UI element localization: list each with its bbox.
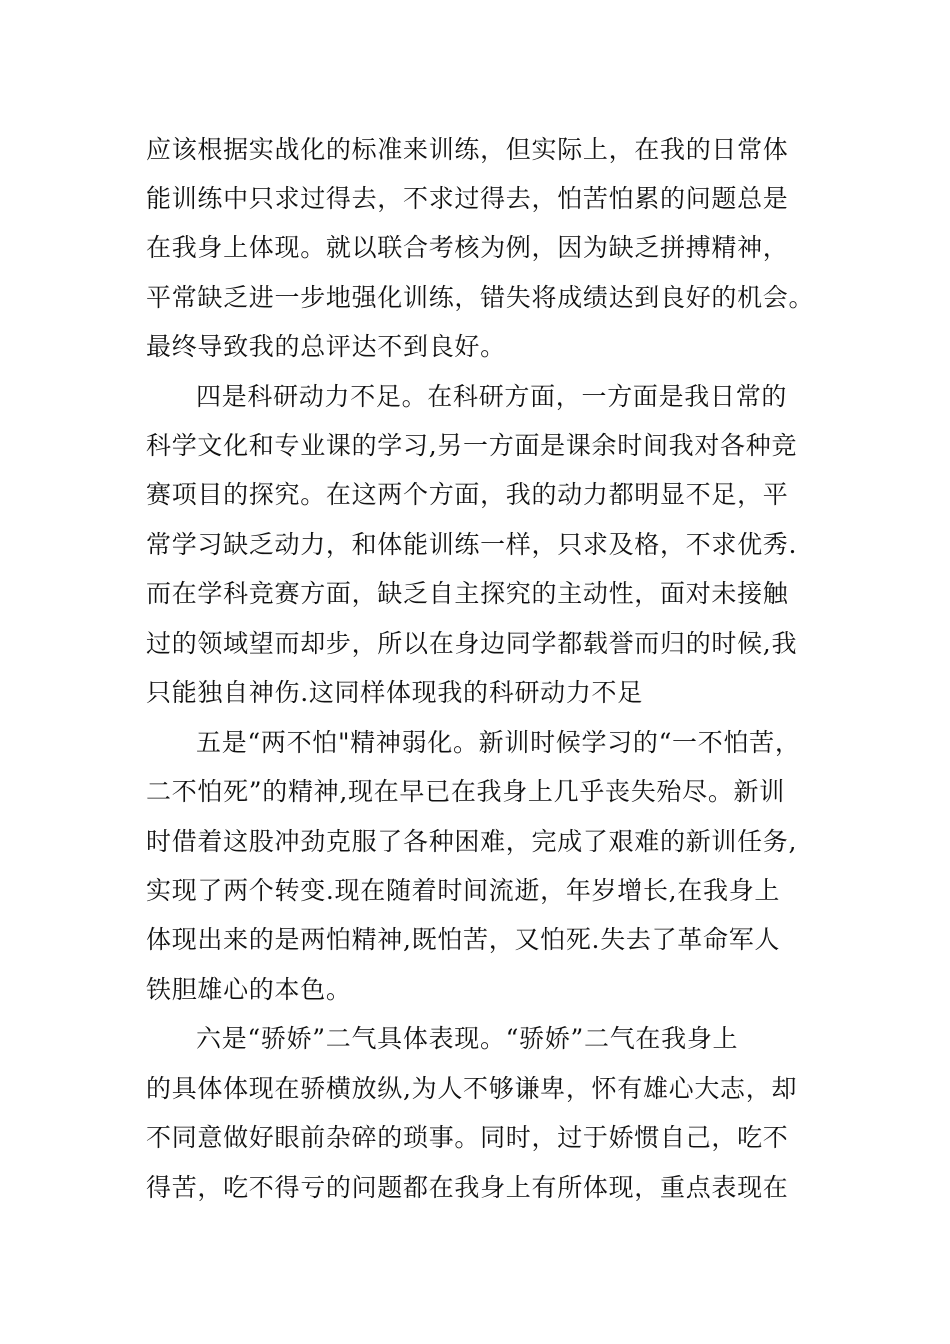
text-line: 得苦，吃不得亏的问题都在我身上有所体现，重点表现在 xyxy=(146,1173,789,1202)
paragraph-first-line: 四是科研动力不足。在科研方面，一方面是我日常的 xyxy=(196,382,788,411)
text-line: 体现出来的是两怕精神,既怕苦，又怕死.失去了革命军人 xyxy=(146,925,781,954)
paragraph-first-line: 六是“骄娇”二气具体表现。“骄娇”二气在我身上 xyxy=(196,1024,739,1053)
text-line: 过的领域望而却步，所以在身边同学都载誉而归的时候,我 xyxy=(146,629,798,658)
text-line: 铁胆雄心的本色。 xyxy=(146,975,352,1004)
paragraph-first-line: 五是“两不怕"精神弱化。新训时候学习的“一不怕苦， xyxy=(196,728,801,757)
text-line: 最终导致我的总评达不到良好。 xyxy=(146,332,506,361)
text-line: 而在学科竞赛方面，缺乏自主探究的主动性，面对未接触 xyxy=(146,579,789,608)
text-line: 实现了两个转变.现在随着时间流逝，年岁增长,在我身上 xyxy=(146,876,781,905)
text-line: 的具体体现在骄横放纵,为人不够谦卑，怀有雄心大志，却 xyxy=(146,1074,798,1103)
text-line: 在我身上体现。就以联合考核为例，因为缺乏拼搏精神， xyxy=(146,233,789,262)
text-line: 应该根据实战化的标准来训练，但实际上，在我的日常体 xyxy=(146,135,789,164)
text-line: 常学习缺乏动力，和体能训练一样，只求及格，不求优秀. xyxy=(146,530,798,559)
text-line: 二不怕死”的精神,现在早已在我身上几乎丧失殆尽。新训 xyxy=(146,777,785,806)
text-line: 只能独自神伤.这同样体现我的科研动力不足 xyxy=(146,678,643,707)
text-line: 时借着这股冲劲克服了各种困难，完成了艰难的新训任务, xyxy=(146,827,798,856)
text-line: 不同意做好眼前杂碎的琐事。同时，过于娇惯自己，吃不 xyxy=(146,1123,789,1152)
text-line: 科学文化和专业课的学习,另一方面是课余时间我对各种竞 xyxy=(146,431,798,460)
text-line: 平常缺乏进一步地强化训练，错失将成绩达到良好的机会。 xyxy=(146,283,815,312)
text-line: 赛项目的探究。在这两个方面，我的动力都明显不足，平 xyxy=(146,480,789,509)
text-line: 能训练中只求过得去，不求过得去，怕苦怕累的问题总是 xyxy=(146,184,789,213)
